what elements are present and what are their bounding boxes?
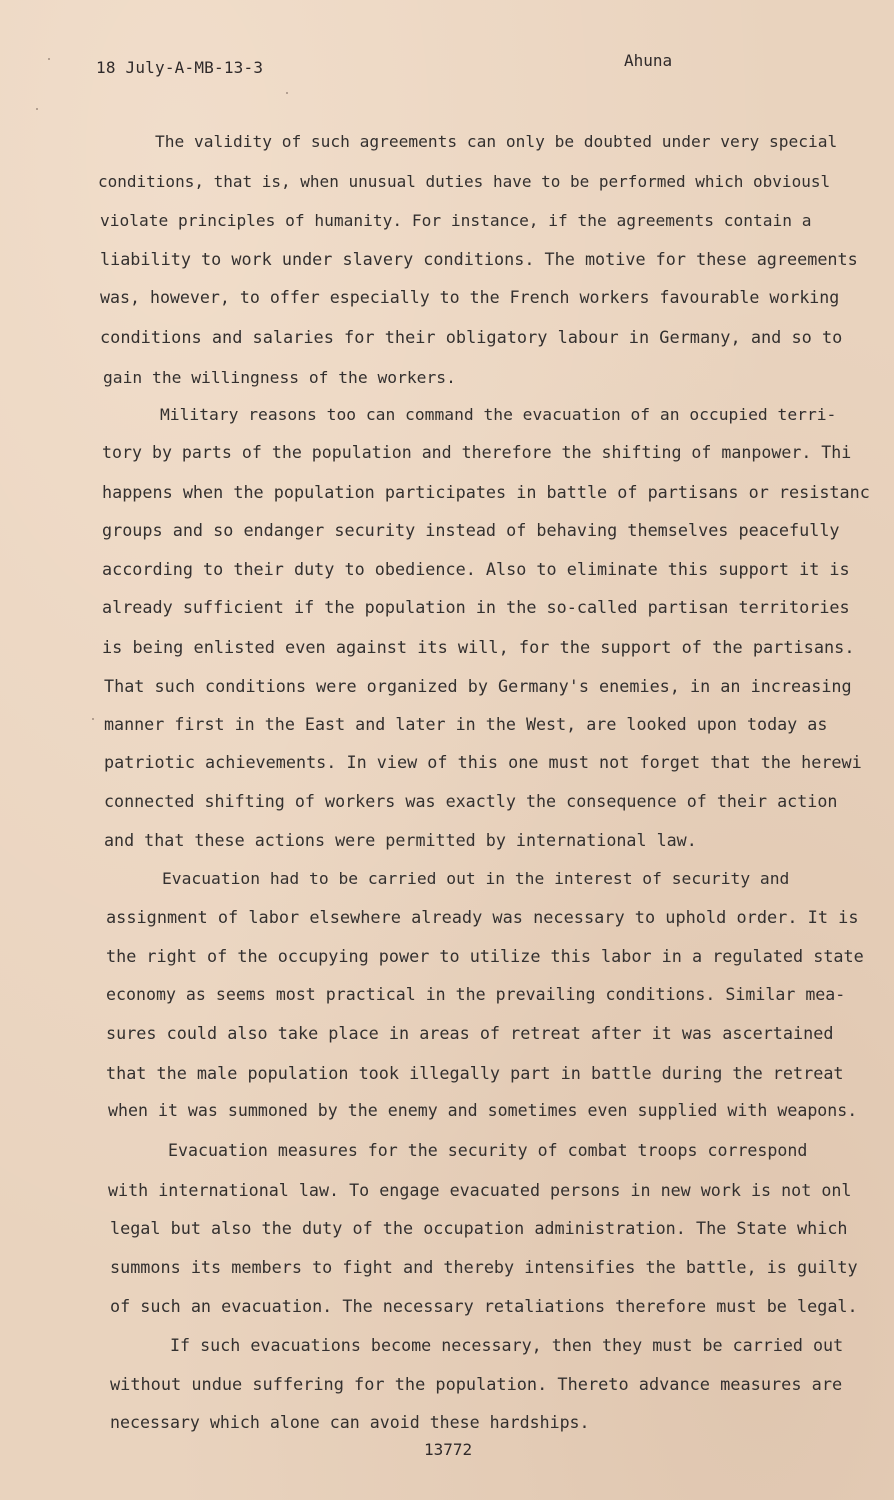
text-line: economy as seems most practical in the prevailing conditions. Similar mea- (106, 985, 846, 1004)
text-line: and that these actions were permitted by international law. (104, 830, 697, 850)
text-line: when it was summoned by the enemy and sometimes even supplied with weapons. (108, 1101, 858, 1120)
text-line: connected shifting of workers was exactly the consequence of their action (104, 791, 838, 811)
text-line: Evacuation had to be carried out in the interest of security and (162, 869, 790, 888)
text-line: legal but also the duty of the occupation administration. The State which (110, 1218, 848, 1238)
speaker-name: Ahuna (624, 51, 673, 70)
text-line: without undue suffering for the population. Thereto advance measures are (110, 1374, 843, 1394)
paper-speck (36, 108, 38, 110)
text-line: sures could also take place in areas of retreat after it was ascertained (106, 1023, 834, 1043)
text-line: according to their duty to obedience. Also to eliminate this support it is (102, 559, 850, 579)
text-line: tory by parts of the population and therefore the shifting of manpower. Thi (102, 443, 852, 462)
text-line: conditions, that is, when unusual duties have to be performed which obviousl (98, 172, 831, 191)
text-line: Evacuation measures for the security of combat troops correspond (168, 1141, 808, 1160)
text-line: the right of the occupying power to utilize this labor in a regulated state (106, 946, 864, 966)
text-line: with international law. To engage evacuated persons in new work is not onl (108, 1180, 852, 1200)
text-line: violate principles of humanity. For instance, if the agreements contain a (100, 211, 812, 230)
paper-speck (48, 58, 50, 60)
text-line: summons its members to fight and thereby intensifies the battle, is guilty (110, 1257, 858, 1277)
text-line: If such evacuations become necessary, then they must be carried out (170, 1335, 844, 1355)
text-line: of such an evacuation. The necessary retaliations therefore must be legal. (110, 1296, 858, 1316)
text-line: liability to work under slavery conditions. The motive for these agreements (100, 249, 858, 269)
text-line: That such conditions were organized by Germany's enemies, in an increasing (104, 676, 852, 696)
page-number: 13772 (424, 1440, 473, 1459)
document-reference: 18 July-A-MB-13-3 (96, 58, 264, 77)
text-line: The validity of such agreements can only be doubted under very special (155, 132, 838, 151)
paper-speck (286, 92, 288, 94)
text-line: groups and so endanger security instead of behaving themselves peacefully (102, 520, 840, 540)
text-line: Military reasons too can command the evacuation of an occupied terri- (160, 405, 837, 424)
text-line: necessary which alone can avoid these hardships. (110, 1413, 590, 1432)
text-line: manner first in the East and later in the West, are looked upon today as (104, 714, 828, 734)
paper-speck (92, 718, 94, 720)
text-line: is being enlisted even against its will, for the support of the partisans. (102, 637, 855, 657)
text-line: conditions and salaries for their obligatory labour in Germany, and so to (100, 327, 843, 347)
text-line: was, however, to offer especially to the French workers favourable working (100, 288, 840, 307)
text-line: already sufficient if the population in the so-called partisan territories (102, 597, 850, 617)
text-line: assignment of labor elsewhere already was necessary to uphold order. It is (106, 907, 859, 927)
text-line: happens when the population participates in battle of partisans or resistanc (102, 482, 870, 502)
text-line: gain the willingness of the workers. (103, 368, 456, 387)
text-line: patriotic achievements. In view of this one must not forget that the herewi (104, 752, 862, 772)
text-line: that the male population took illegally part in battle during the retreat (106, 1063, 844, 1083)
